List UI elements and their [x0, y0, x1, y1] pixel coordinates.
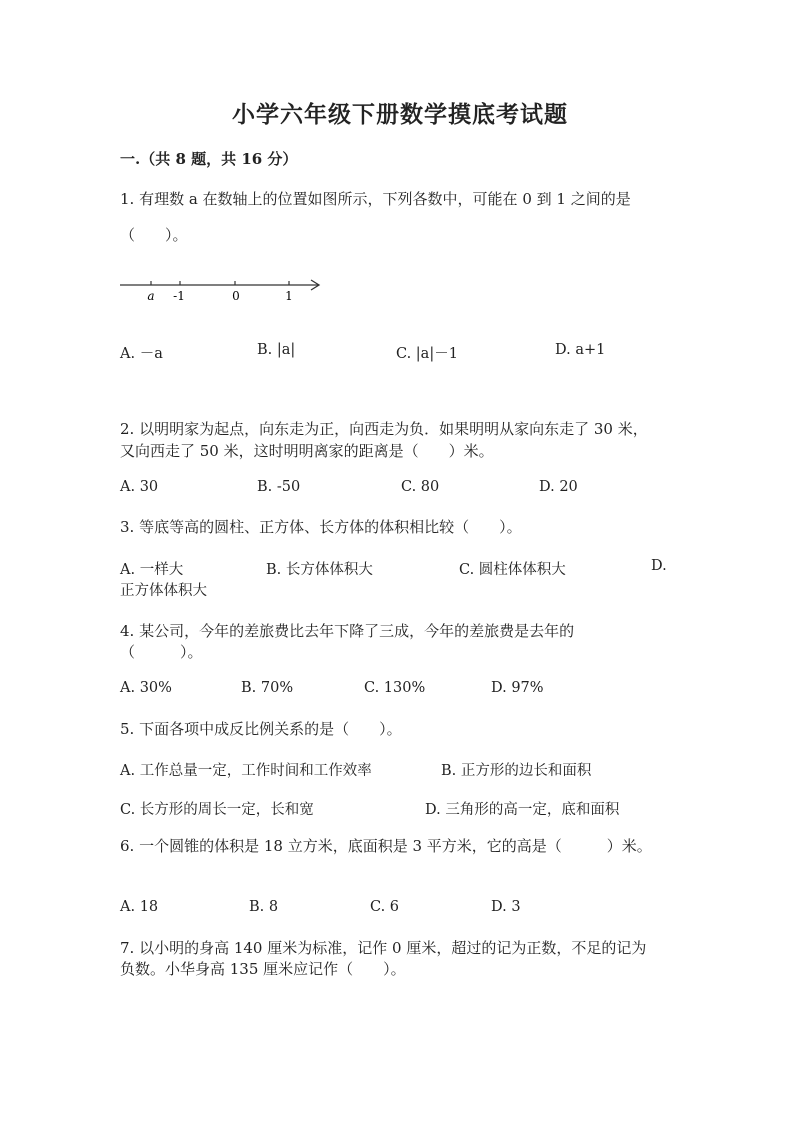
question-5-stem: 5. 下面各项中成反比例关系的是（ ）。	[120, 720, 402, 738]
question-5-option-a[interactable]: A. 工作总量一定，工作时间和工作效率	[120, 763, 372, 779]
number-line-figure	[118, 274, 328, 306]
question-4-option-a[interactable]: A. 30%	[120, 680, 172, 696]
number-line-label-minus-1: -1	[173, 289, 185, 303]
question-1-option-b[interactable]: B. |a|	[257, 342, 296, 358]
question-3-option-d[interactable]: D.	[651, 558, 667, 574]
number-line-label-1: 1	[285, 289, 293, 303]
question-2-option-d[interactable]: D. 20	[539, 479, 578, 495]
question-1-stem-line-2: （ ）。	[120, 226, 188, 244]
question-3-option-c[interactable]: C. 圆柱体体积大	[459, 562, 566, 578]
question-6-option-b[interactable]: B. 8	[249, 899, 279, 915]
section-heading: 一.（共 8 题，共 16 分）	[120, 150, 298, 168]
question-5-option-d[interactable]: D. 三角形的高一定，底和面积	[425, 802, 620, 818]
question-6-stem: 6. 一个圆锥的体积是 18 立方米，底面积是 3 平方米，它的高是（ ）米。	[120, 837, 652, 855]
question-4-option-b[interactable]: B. 70%	[241, 680, 294, 696]
question-2-option-a[interactable]: A. 30	[120, 479, 159, 495]
question-7-stem-line-2: 负数。小华身高 135 厘米应记作（ ）。	[120, 960, 406, 978]
question-4-stem-line-2: （ ）。	[120, 643, 203, 661]
question-3-option-d-text[interactable]: 正方体体积大	[120, 583, 207, 599]
question-2-stem-line-1: 2. 以明明家为起点，向东走为正，向西走为负．如果明明从家向东走了 30 米，	[120, 420, 648, 438]
question-3-stem: 3. 等底等高的圆柱、正方体、长方体的体积相比较（ ）。	[120, 518, 522, 536]
question-1-option-d[interactable]: D. a+1	[555, 342, 606, 358]
question-4-option-d[interactable]: D. 97%	[491, 680, 544, 696]
number-line-label-a: a	[147, 289, 155, 303]
question-6-option-d[interactable]: D. 3	[491, 899, 521, 915]
question-3-option-a[interactable]: A. 一样大	[120, 562, 184, 578]
question-2-option-c[interactable]: C. 80	[401, 479, 440, 495]
question-6-option-c[interactable]: C. 6	[370, 899, 400, 915]
question-5-option-c[interactable]: C. 长方形的周长一定，长和宽	[120, 802, 314, 818]
number-line-label-0: 0	[232, 289, 240, 303]
question-1-option-c[interactable]: C. |a|－1	[396, 346, 458, 362]
question-3-option-b[interactable]: B. 长方体体积大	[266, 562, 373, 578]
question-7-stem-line-1: 7. 以小明的身高 140 厘米为标准，记作 0 厘米，超过的记为正数，不足的记为	[120, 939, 647, 957]
question-5-option-b[interactable]: B. 正方形的边长和面积	[441, 763, 592, 779]
question-1-stem-line-1: 1. 有理数 a 在数轴上的位置如图所示，下列各数中，可能在 0 到 1 之间的是	[120, 190, 631, 208]
question-4-stem-line-1: 4. 某公司，今年的差旅费比去年下降了三成，今年的差旅费是去年的	[120, 622, 575, 640]
question-6-option-a[interactable]: A. 18	[120, 899, 159, 915]
question-4-option-c[interactable]: C. 130%	[364, 680, 426, 696]
question-2-stem-line-2: 又向西走了 50 米，这时明明离家的距离是（ ）米。	[120, 442, 494, 460]
page-title: 小学六年级下册数学摸底考试题	[232, 101, 568, 128]
question-2-option-b[interactable]: B. -50	[257, 479, 301, 495]
question-1-option-a[interactable]: A. －a	[120, 346, 163, 362]
